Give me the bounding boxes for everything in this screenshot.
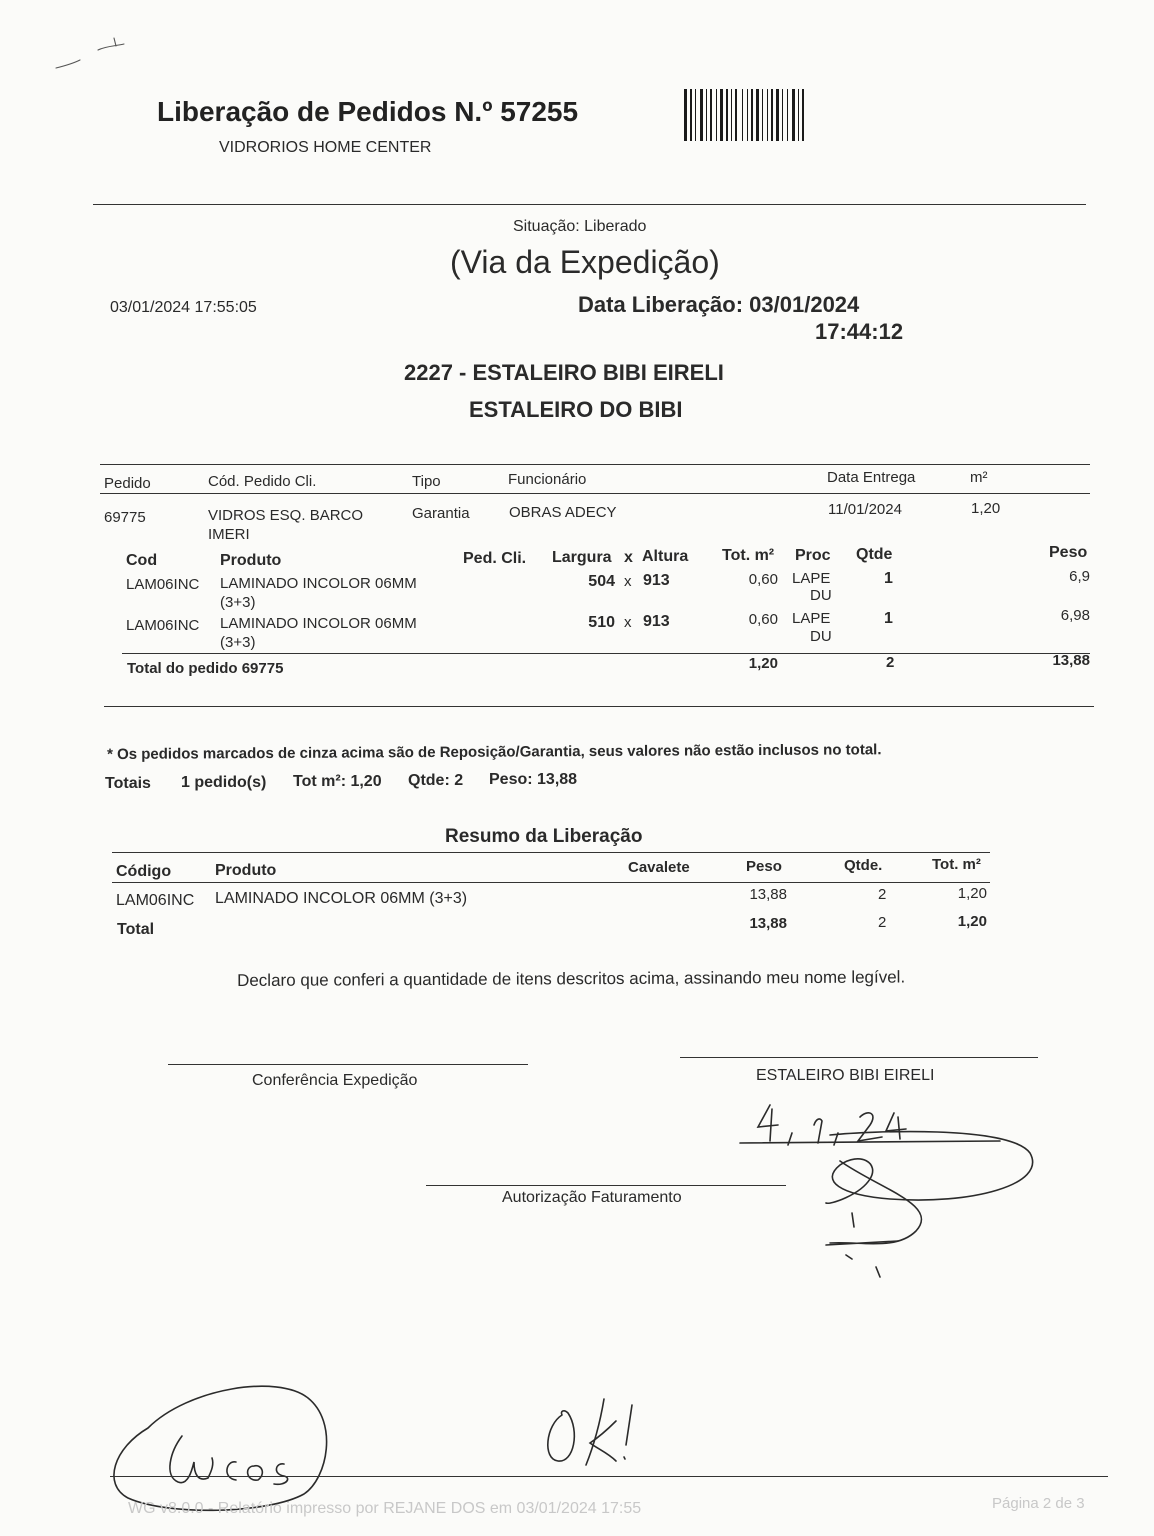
footer-report: WG v8.0.0 - Relatório impresso por REJANE DOS em 03/01/2024 17:55 (128, 1500, 642, 1517)
barcode-bar (767, 89, 768, 141)
item-produto-line2: (3+3) (220, 634, 256, 651)
barcode-bar (731, 89, 732, 141)
release-date: Data Liberação: 03/01/2024 (578, 292, 860, 317)
order-funcionario: OBRAS ADECY (509, 504, 617, 521)
summary-col-tot-m2: Tot. m² (932, 856, 981, 873)
item-peso: 6,9 (1069, 568, 1090, 585)
signature-autorizacao: Autorização Faturamento (502, 1189, 682, 1206)
declaration-text: Declaro que conferi a quantidade de itens descritos acima, assinando meu nome legível. (237, 967, 906, 990)
totals-qtde: Qtde: 2 (408, 772, 464, 789)
summary-col-cavalete: Cavalete (628, 859, 690, 876)
summary-row-tot-m2: 1,20 (957, 885, 987, 902)
item-peso: 6,98 (1060, 607, 1090, 624)
totals-m2: Tot m²: 1,20 (293, 773, 382, 790)
item-proc-line2: DU (810, 587, 832, 604)
via-label: (Via da Expedição) (450, 244, 720, 280)
item-proc-line1: LAPE (792, 570, 831, 587)
item-tot-m2: 0,60 (748, 571, 778, 588)
totals-pedidos: 1 pedido(s) (181, 774, 267, 791)
items-col-proc: Proc (795, 547, 831, 564)
item-altura: 913 (643, 572, 670, 589)
items-col-x: x (624, 549, 633, 566)
client-name: 2227 - ESTALEIRO BIBI EIRELI (404, 360, 724, 385)
summary-title: Resumo da Liberação (445, 826, 643, 847)
order-total-m2: 1,20 (748, 655, 778, 672)
order-data-entrega: 11/01/2024 (828, 501, 902, 518)
item-proc-line2: DU (810, 628, 832, 645)
barcode-bar (776, 89, 779, 141)
scan-mark (54, 36, 134, 76)
print-datetime: 03/01/2024 17:55:05 (110, 299, 257, 316)
col-tipo: Tipo (412, 473, 441, 490)
items-col-ped-cli: Ped. Cli. (463, 550, 527, 567)
signature-client: ESTALEIRO BIBI EIRELI (756, 1067, 935, 1084)
barcode-bar (690, 89, 692, 141)
col-m2: m² (970, 469, 988, 486)
barcode-bar (720, 89, 723, 141)
item-qtde: 1 (884, 570, 893, 587)
col-pedido: Pedido (104, 475, 151, 492)
handwritten-ok-mark (540, 1395, 650, 1475)
items-col-cod: Cod (126, 552, 158, 569)
signature-conferencia: Conferência Expedição (252, 1072, 418, 1089)
items-col-qtde: Qtde (856, 546, 893, 563)
barcode-bar (695, 89, 696, 141)
col-cod-pedido-cli: Cód. Pedido Cli. (208, 473, 317, 490)
item-altura: 913 (643, 613, 670, 630)
barcode-bar (742, 89, 743, 141)
barcode-bar (710, 89, 712, 141)
item-produto-line1: LAMINADO INCOLOR 06MM (220, 615, 417, 632)
summary-row-qtde: 2 (878, 886, 887, 903)
release-time: 17:44:12 (815, 319, 904, 344)
barcode-bar (716, 89, 717, 141)
order-total-qtde: 2 (886, 654, 895, 671)
replacement-note: * Os pedidos marcados de cinza acima são de Reposição/Garantia, seus valores não estão inclusos no total. (107, 741, 882, 763)
handwritten-date-signature (730, 1095, 1050, 1295)
summary-col-produto: Produto (215, 862, 277, 879)
order-cod-cli-line2: IMERI (208, 526, 250, 543)
barcode-bar (787, 89, 788, 141)
items-col-produto: Produto (220, 552, 282, 569)
summary-row-codigo: LAM06INC (116, 892, 195, 909)
item-produto-line1: LAMINADO INCOLOR 06MM (220, 575, 417, 592)
order-total-peso: 13,88 (1052, 652, 1090, 669)
barcode-bar (684, 89, 687, 141)
item-cod: LAM06INC (126, 617, 200, 634)
company-name: VIDRORIOS HOME CENTER (219, 139, 432, 156)
item-produto-line2: (3+3) (220, 594, 256, 611)
summary-total-peso: 13,88 (749, 915, 787, 932)
item-largura: 510 (588, 614, 615, 631)
barcode-bar (706, 89, 707, 141)
totals-peso: Peso: 13,88 (489, 771, 578, 788)
barcode-bar (726, 89, 728, 141)
item-proc-line1: LAPE (792, 610, 831, 627)
item-x: x (624, 614, 632, 631)
item-cod: LAM06INC (126, 576, 200, 593)
order-pedido: 69775 (104, 509, 146, 526)
items-col-tot-m2: Tot. m² (722, 547, 775, 564)
order-tipo: Garantia (412, 505, 470, 522)
barcode-bar (798, 89, 799, 141)
barcode-bar (756, 89, 759, 141)
document-title: Liberação de Pedidos N.º 57255 (157, 96, 579, 127)
barcode-bar (735, 89, 737, 141)
order-total-label: Total do pedido 69775 (127, 660, 284, 677)
client-fantasy: ESTALEIRO DO BIBI (469, 397, 683, 422)
summary-total-label: Total (117, 921, 155, 938)
barcode-bar (782, 89, 783, 141)
col-funcionario: Funcionário (508, 471, 587, 488)
barcode (682, 89, 858, 141)
situation-label: Situação: Liberado (513, 218, 647, 235)
summary-total-tot-m2: 1,20 (957, 913, 987, 930)
item-largura: 504 (588, 573, 615, 590)
item-x: x (624, 573, 632, 590)
items-col-peso: Peso (1049, 544, 1088, 561)
barcode-bar (751, 89, 753, 141)
item-qtde: 1 (884, 610, 893, 627)
col-data-entrega: Data Entrega (827, 469, 916, 486)
handwritten-lucas-signature (108, 1378, 348, 1518)
totals-label: Totais (105, 775, 151, 792)
barcode-bar (762, 89, 763, 141)
barcode-bar (792, 89, 795, 141)
barcode-bar (700, 89, 703, 141)
summary-col-peso: Peso (746, 858, 782, 875)
items-col-altura: Altura (642, 548, 689, 565)
summary-row-peso: 13,88 (749, 886, 787, 903)
order-cod-cli-line1: VIDROS ESQ. BARCO (208, 507, 364, 524)
summary-total-qtde: 2 (878, 914, 887, 931)
barcode-bar (771, 89, 773, 141)
barcode-bar (802, 89, 804, 141)
summary-col-codigo: Código (116, 863, 172, 880)
barcode-bar (747, 89, 748, 141)
footer-page: Página 2 de 3 (992, 1495, 1085, 1512)
summary-col-qtde: Qtde. (844, 857, 883, 874)
order-m2: 1,20 (971, 500, 1001, 517)
item-tot-m2: 0,60 (748, 611, 778, 628)
summary-row-produto: LAMINADO INCOLOR 06MM (3+3) (215, 890, 468, 907)
items-col-largura: Largura (552, 549, 612, 566)
